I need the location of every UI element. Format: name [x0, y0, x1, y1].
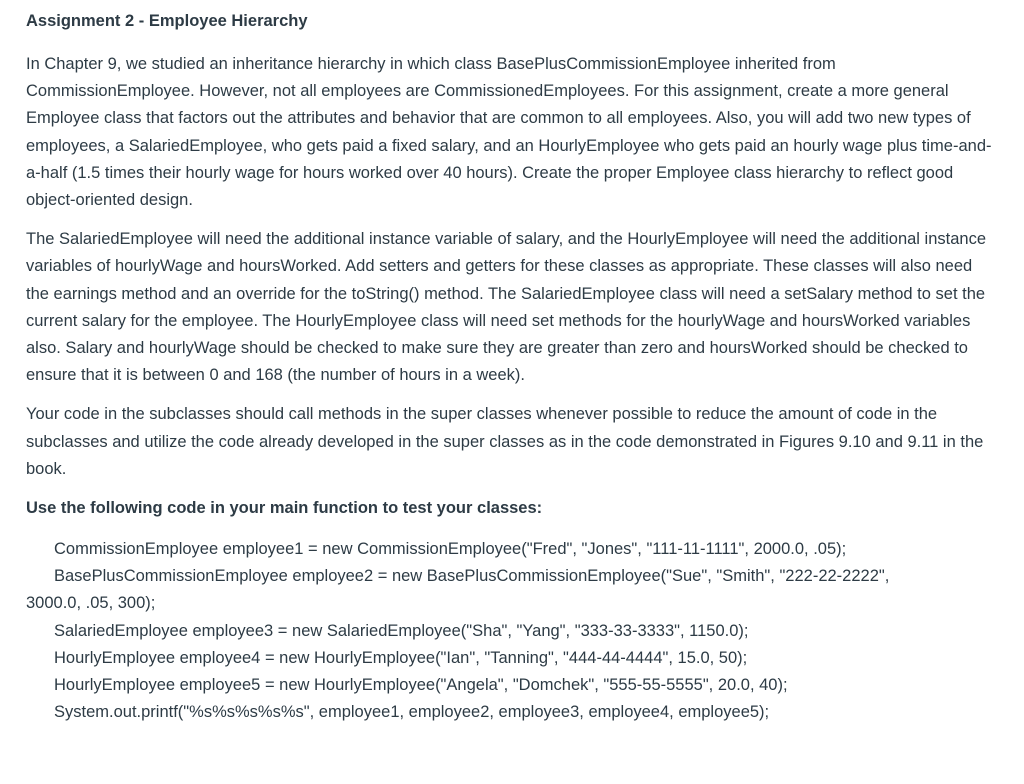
- code-line-employee4: HourlyEmployee employee4 = new HourlyEmployee("Ian", "Tanning", "444-44-4444", 15.0, 50);: [54, 648, 748, 667]
- code-line-employee2-continued: 3000.0, .05, 300);: [26, 594, 156, 613]
- code-line-employee3: SalariedEmployee employee3 = new SalariedEmployee("Sha", "Yang", "333-33-3333", 1150.0);: [54, 621, 749, 640]
- page-title: Assignment 2 - Employee Hierarchy: [26, 12, 308, 30]
- code-line-employee1: CommissionEmployee employee1 = new CommissionEmployee("Fred", "Jones", "111-11-1111", 2000.0, .05);: [54, 540, 847, 559]
- paragraph-guidance: Your code in the subclasses should call methods in the super classes whenever possible to reduce the amount of code in the subclasses and utilize the code already developed in the super classes as in the code demonstrated in Figures 9.10 and 9.11 in the book.: [26, 405, 984, 478]
- code-heading: Use the following code in your main function to test your classes:: [26, 499, 543, 518]
- code-line-employee2: BasePlusCommissionEmployee employee2 = new BasePlusCommissionEmployee("Sue", "Smith", "222-22-2222",: [54, 567, 890, 586]
- code-line-printf: System.out.printf("%s%s%s%s%s", employee1, employee2, employee3, employee4, employee5);: [54, 703, 770, 722]
- paragraph-intro: In Chapter 9, we studied an inheritance hierarchy in which class BasePlusCommissionEmployee inherited from CommissionEmployee. However, not all employees are CommissionedEmployees. For this assignment, create a more general Employee class that factors out the attributes and behavior that are common to all employees. Also, you will add two new types of employees, a SalariedEmployee, who gets paid a fixed salary, and an HourlyEmployee who gets paid an hourly wage plus time-and-a-half (1.5 times their hourly wage for hours worked over 40 hours). Create the proper Employee class hierarchy to reflect good object-oriented design.: [26, 55, 992, 210]
- code-block: [26, 536, 994, 726]
- code-line-employee5: HourlyEmployee employee5 = new HourlyEmployee("Angela", "Domchek", "555-55-5555", 20.0, 40);: [54, 676, 788, 695]
- paragraph-requirements: The SalariedEmployee will need the additional instance variable of salary, and the HourlyEmployee will need the additional instance variables of hourlyWage and hoursWorked. Add setters and getters for these classes as appropriate. These classes will also need the earnings method and an override for the toString() method. The SalariedEmployee class will need a setSalary method to set the current salary for the employee. The HourlyEmployee class will need set methods for the hourlyWage and hoursWorked variables also. Salary and hourlyWage should be checked to make sure they are greater than zero and hoursWorked should be checked to ensure that it is between 0 and 168 (the number of hours in a week).: [26, 230, 987, 385]
